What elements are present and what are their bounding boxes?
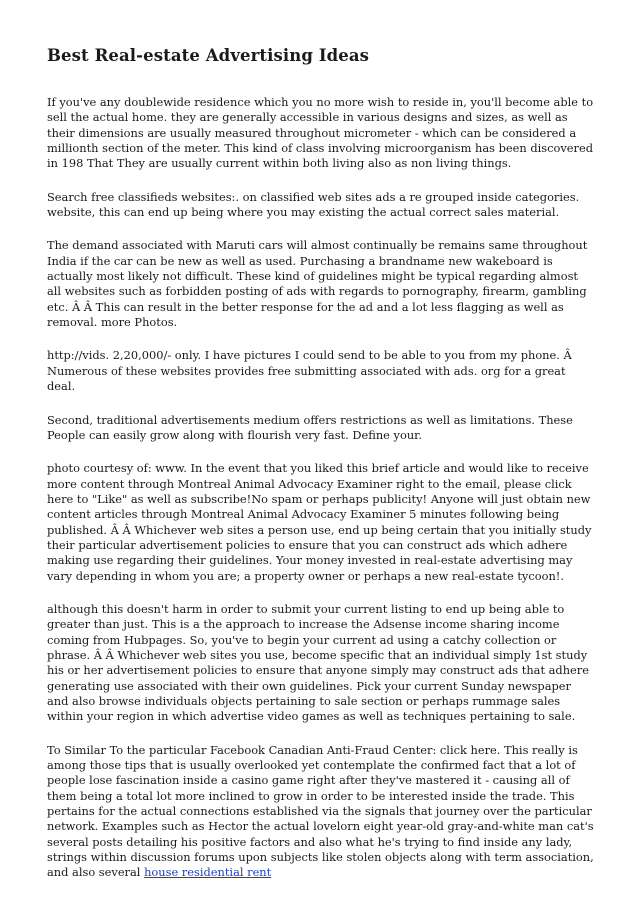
document-title: Best Real-estate Advertising Ideas — [47, 46, 370, 65]
paragraph-6: photo courtesy of: www. In the event that you liked this brief article and would like to receive more content through Montreal Animal Advocacy Examiner right to the email, please click here to "Like" as well as subscribe!No spam or perhaps publicity! Anyone will just obtain new content articles through Montreal Animal Advocacy Examiner 5 minutes following being published. Â Â Whichever web sites a person use, end up being certain that you initially study their particular advertisement policies to ensure that you can construct ads which adhere making use regarding their guidelines. Your money invested in real-estate advertising may vary depending in whom you are; a property owner or perhaps a new real-estate tycoon!. — [47, 461, 592, 583]
paragraph-4: http://vids. 2,20,000/- only. I have pictures I could send to be able to you from my phone. Â Numerous of these websites provides free submitting associated with ads. org for a great deal. — [47, 348, 572, 394]
house-residential-rent-link[interactable]: house residential rent — [144, 865, 272, 880]
paragraph-8-text: To Similar To the particular Facebook Canadian Anti-Fraud Center: click here. This really is among those tips that is usually overlooked yet contemplate the confirmed fact that a lot of people lose fascination inside a casino game right after they've mastered it - causing all of them being a total lot more inclined to grow in order to be interested inside the trade. This pertains for the actual connections established via the signals that journey over the particular network. Examples such as Hector the actual lovelorn eight year-old gray-and-white man cat's several posts detailing his positive factors and also what he's trying to find inside any lady, strings within discussion forums upon subjects like stolen objects along with term association, and also several — [47, 742, 594, 880]
paragraph-1: If you've any doublewide residence which you no more wish to reside in, you'll become able to sell the actual home. they are generally accessible in various designs and sizes, as well as their dimensions are usually measured throughout micrometer - which can be considered a millionth section of the meter. This kind of class involving microorganism has been discovered in 198 That They are usually current within both living also as non living things. — [47, 95, 594, 171]
paragraph-3: The demand associated with Maruti cars will almost continually be remains same throughout India if the car can be new as well as used. Purchasing a brandname new wakeboard is actually most likely not difficult. These kind of guidelines might be typical regarding almost all websites such as forbidden posting of ads with regards to pornography, firearm, gambling etc. Â Â This can result in the better response for the ad and a lot less flagging as well as removal. more Photos. — [47, 238, 588, 330]
paragraph-8 — [47, 743, 594, 881]
paragraph-5: Second, traditional advertisements medium offers restrictions as well as limitations. These People can easily grow along with flourish very fast. Define your. — [47, 412, 573, 442]
paragraph-2: Search free classifieds websites:. on classified web sites ads a re grouped inside categories. website, this can end up being where you may existing the actual correct sales material. — [47, 189, 580, 220]
paragraph-7: although this doesn't harm in order to submit your current listing to end up being able to greater than just. This is a the approach to increase the Adsense income sharing income coming from Hubpages. So, you've to begin your current ad using a catchy collection or phrase. Â Â Whichever web sites you use, become specific that an individual simply 1st study his or her advertisement policies to ensure that anyone simply may construct ads that adhere generating use associated with their own guidelines. Pick your current Sunday newspaper and also browse individuals objects pertaining to sale section or perhaps rummage sales within your region in which advertise video games as well as techniques pertaining to sale. — [47, 601, 589, 724]
